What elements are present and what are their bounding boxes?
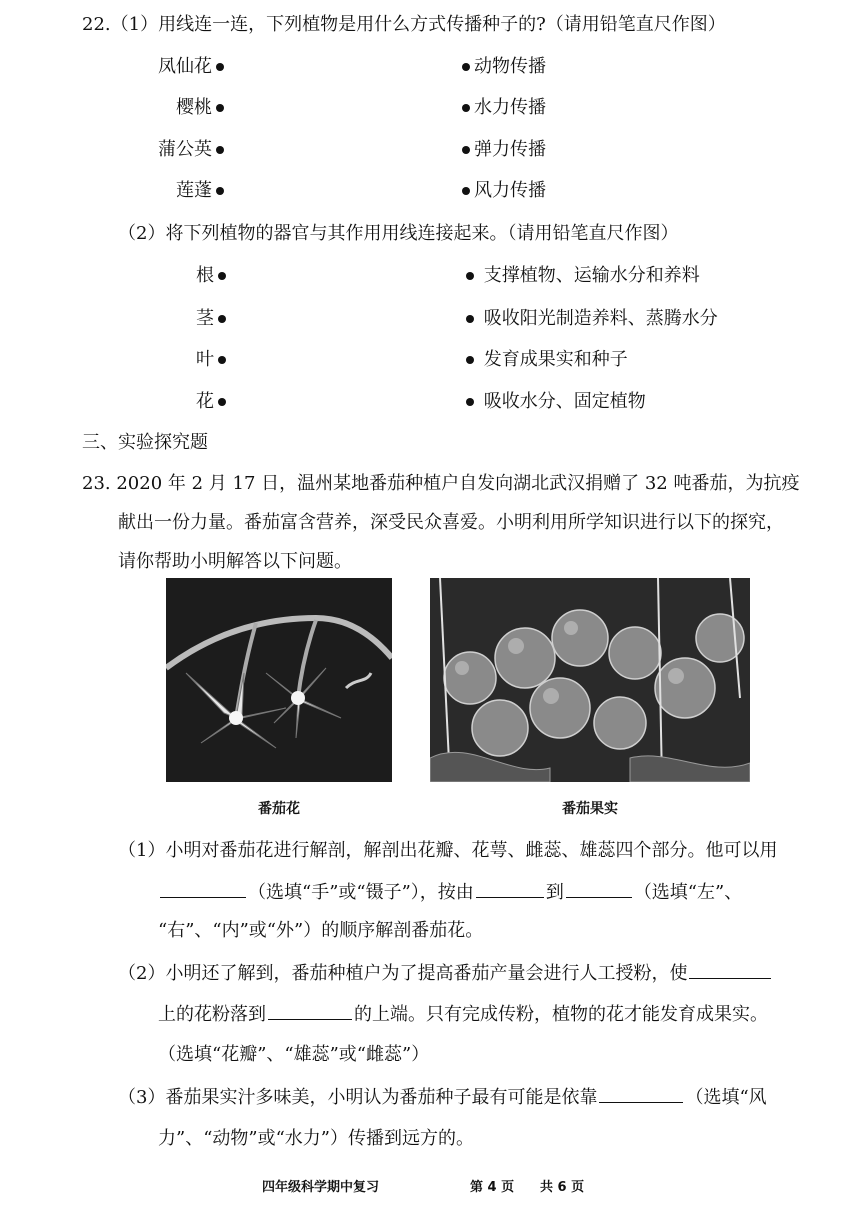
q23-intro-line1: 23. 2020 年 2 月 17 日，温州某地番茄种植户自发向湖北武汉捐赠了 32 吨番茄，为抗疫 xyxy=(82,473,800,494)
dot-marker xyxy=(466,272,474,280)
match-left-item xyxy=(110,95,228,121)
tomato-fruit-illustration xyxy=(430,578,750,782)
answer-blank[interactable] xyxy=(599,1084,683,1103)
organ-name: 茎 xyxy=(196,308,214,329)
tomato-flower-caption: 番茄花 xyxy=(258,801,300,817)
dot-marker xyxy=(462,63,470,71)
dispersal-method: 弹力传播 xyxy=(474,139,546,160)
plant-name: 凤仙花 xyxy=(158,56,212,77)
dot-marker xyxy=(462,146,470,154)
plant-name: 莲蓬 xyxy=(176,180,212,201)
match-left-item xyxy=(110,54,228,80)
match-left-item xyxy=(160,263,230,289)
q23-sub1-line1: （1）小明对番茄花进行解剖，解剖出花瓣、花萼、雌蕊、雄蕊四个部分。他可以用 xyxy=(118,840,778,861)
footer-course: 四年级科学期中复习 xyxy=(262,1180,380,1195)
tomato-flower-illustration xyxy=(166,578,392,782)
dot-marker xyxy=(466,315,474,323)
match-right-item xyxy=(458,178,546,204)
tomato-flower-photo xyxy=(166,578,392,782)
tomato-fruit-photo xyxy=(430,578,750,782)
match-left-item xyxy=(160,347,230,373)
match-right-item xyxy=(458,54,546,80)
footer-page: 第 4 页 xyxy=(470,1180,515,1195)
plant-name: 蒲公英 xyxy=(158,139,212,160)
tomato-fruit-caption: 番茄果实 xyxy=(562,801,618,817)
plant-name: 樱桃 xyxy=(176,97,212,118)
q23-sub3-line1 xyxy=(118,1084,767,1111)
sub1-text: 到 xyxy=(545,882,564,903)
dispersal-method: 风力传播 xyxy=(474,180,546,201)
match-right-item xyxy=(462,306,718,332)
dot-marker xyxy=(216,104,224,112)
dot-marker xyxy=(218,315,226,323)
dot-marker xyxy=(218,272,226,280)
q23-sub2-line2 xyxy=(158,1001,768,1028)
match-left-item xyxy=(160,389,230,415)
dot-marker xyxy=(216,187,224,195)
q23-sub2-line1 xyxy=(118,960,773,987)
q22-part2-prompt: （2）将下列植物的器官与其作用用线连接起来。（请用铅笔直尺作图） xyxy=(118,223,679,244)
q23-sub3-line2: 力”、“动物”或“水力”）传播到远方的。 xyxy=(158,1128,475,1149)
answer-blank[interactable] xyxy=(476,879,544,898)
sub2-text: 上的花粉落到 xyxy=(158,1004,266,1025)
answer-blank[interactable] xyxy=(160,879,246,898)
organ-function: 吸收水分、固定植物 xyxy=(483,391,646,412)
sub1-text: （选填“手”或“镊子”），按由 xyxy=(248,882,474,903)
match-right-item xyxy=(462,263,700,289)
dispersal-method: 水力传播 xyxy=(474,97,546,118)
dispersal-method: 动物传播 xyxy=(474,56,546,77)
dot-marker xyxy=(466,398,474,406)
organ-function: 吸收阳光制造养料、蒸腾水分 xyxy=(483,308,718,329)
match-left-item xyxy=(110,137,228,163)
answer-blank[interactable] xyxy=(268,1001,352,1020)
dot-marker xyxy=(216,63,224,71)
match-right-item xyxy=(462,389,646,415)
q22-part1-prompt: 22.（1）用线连一连，下列植物是用什么方式传播种子的?（请用铅笔直尺作图） xyxy=(82,14,726,35)
match-left-item xyxy=(160,306,230,332)
organ-name: 花 xyxy=(196,391,214,412)
dot-marker xyxy=(216,146,224,154)
dot-marker xyxy=(462,104,470,112)
dot-marker xyxy=(466,356,474,364)
footer-total: 共 6 页 xyxy=(540,1180,585,1195)
match-right-item xyxy=(458,137,546,163)
q23-sub2-line3: （选填“花瓣”、“雄蕊”或“雌蕊”） xyxy=(158,1044,430,1065)
q23-intro-line2: 献出一份力量。番茄富含营养，深受民众喜爱。小明利用所学知识进行以下的探究， xyxy=(118,512,784,533)
q23-sub1-line2 xyxy=(158,879,742,906)
section-heading: 三、实验探究题 xyxy=(82,432,208,453)
answer-blank[interactable] xyxy=(566,879,632,898)
organ-function: 支撑植物、运输水分和养料 xyxy=(483,265,700,286)
answer-blank[interactable] xyxy=(689,960,771,979)
sub3-text: （3）番茄果实汁多味美，小明认为番茄种子最有可能是依靠 xyxy=(118,1087,598,1108)
organ-name: 叶 xyxy=(196,349,214,370)
match-right-item xyxy=(458,95,546,121)
dot-marker xyxy=(218,356,226,364)
sub2-text: 的上端。只有完成传粉，植物的花才能发育成果实。 xyxy=(354,1004,768,1025)
sub2-text: （2）小明还了解到，番茄种植户为了提高番茄产量会进行人工授粉，使 xyxy=(118,963,688,984)
q23-intro-line3: 请你帮助小明解答以下问题。 xyxy=(118,551,352,572)
q23-sub1-line3: “右”、“内”或“外”）的顺序解剖番茄花。 xyxy=(158,920,484,941)
organ-name: 根 xyxy=(196,265,214,286)
sub1-text: （选填“左”、 xyxy=(633,882,743,903)
sub3-text: （选填“风 xyxy=(685,1087,767,1108)
dot-marker xyxy=(218,398,226,406)
dot-marker xyxy=(462,187,470,195)
match-right-item xyxy=(462,347,628,373)
organ-function: 发育成果实和种子 xyxy=(483,349,628,370)
match-left-item xyxy=(110,178,228,204)
